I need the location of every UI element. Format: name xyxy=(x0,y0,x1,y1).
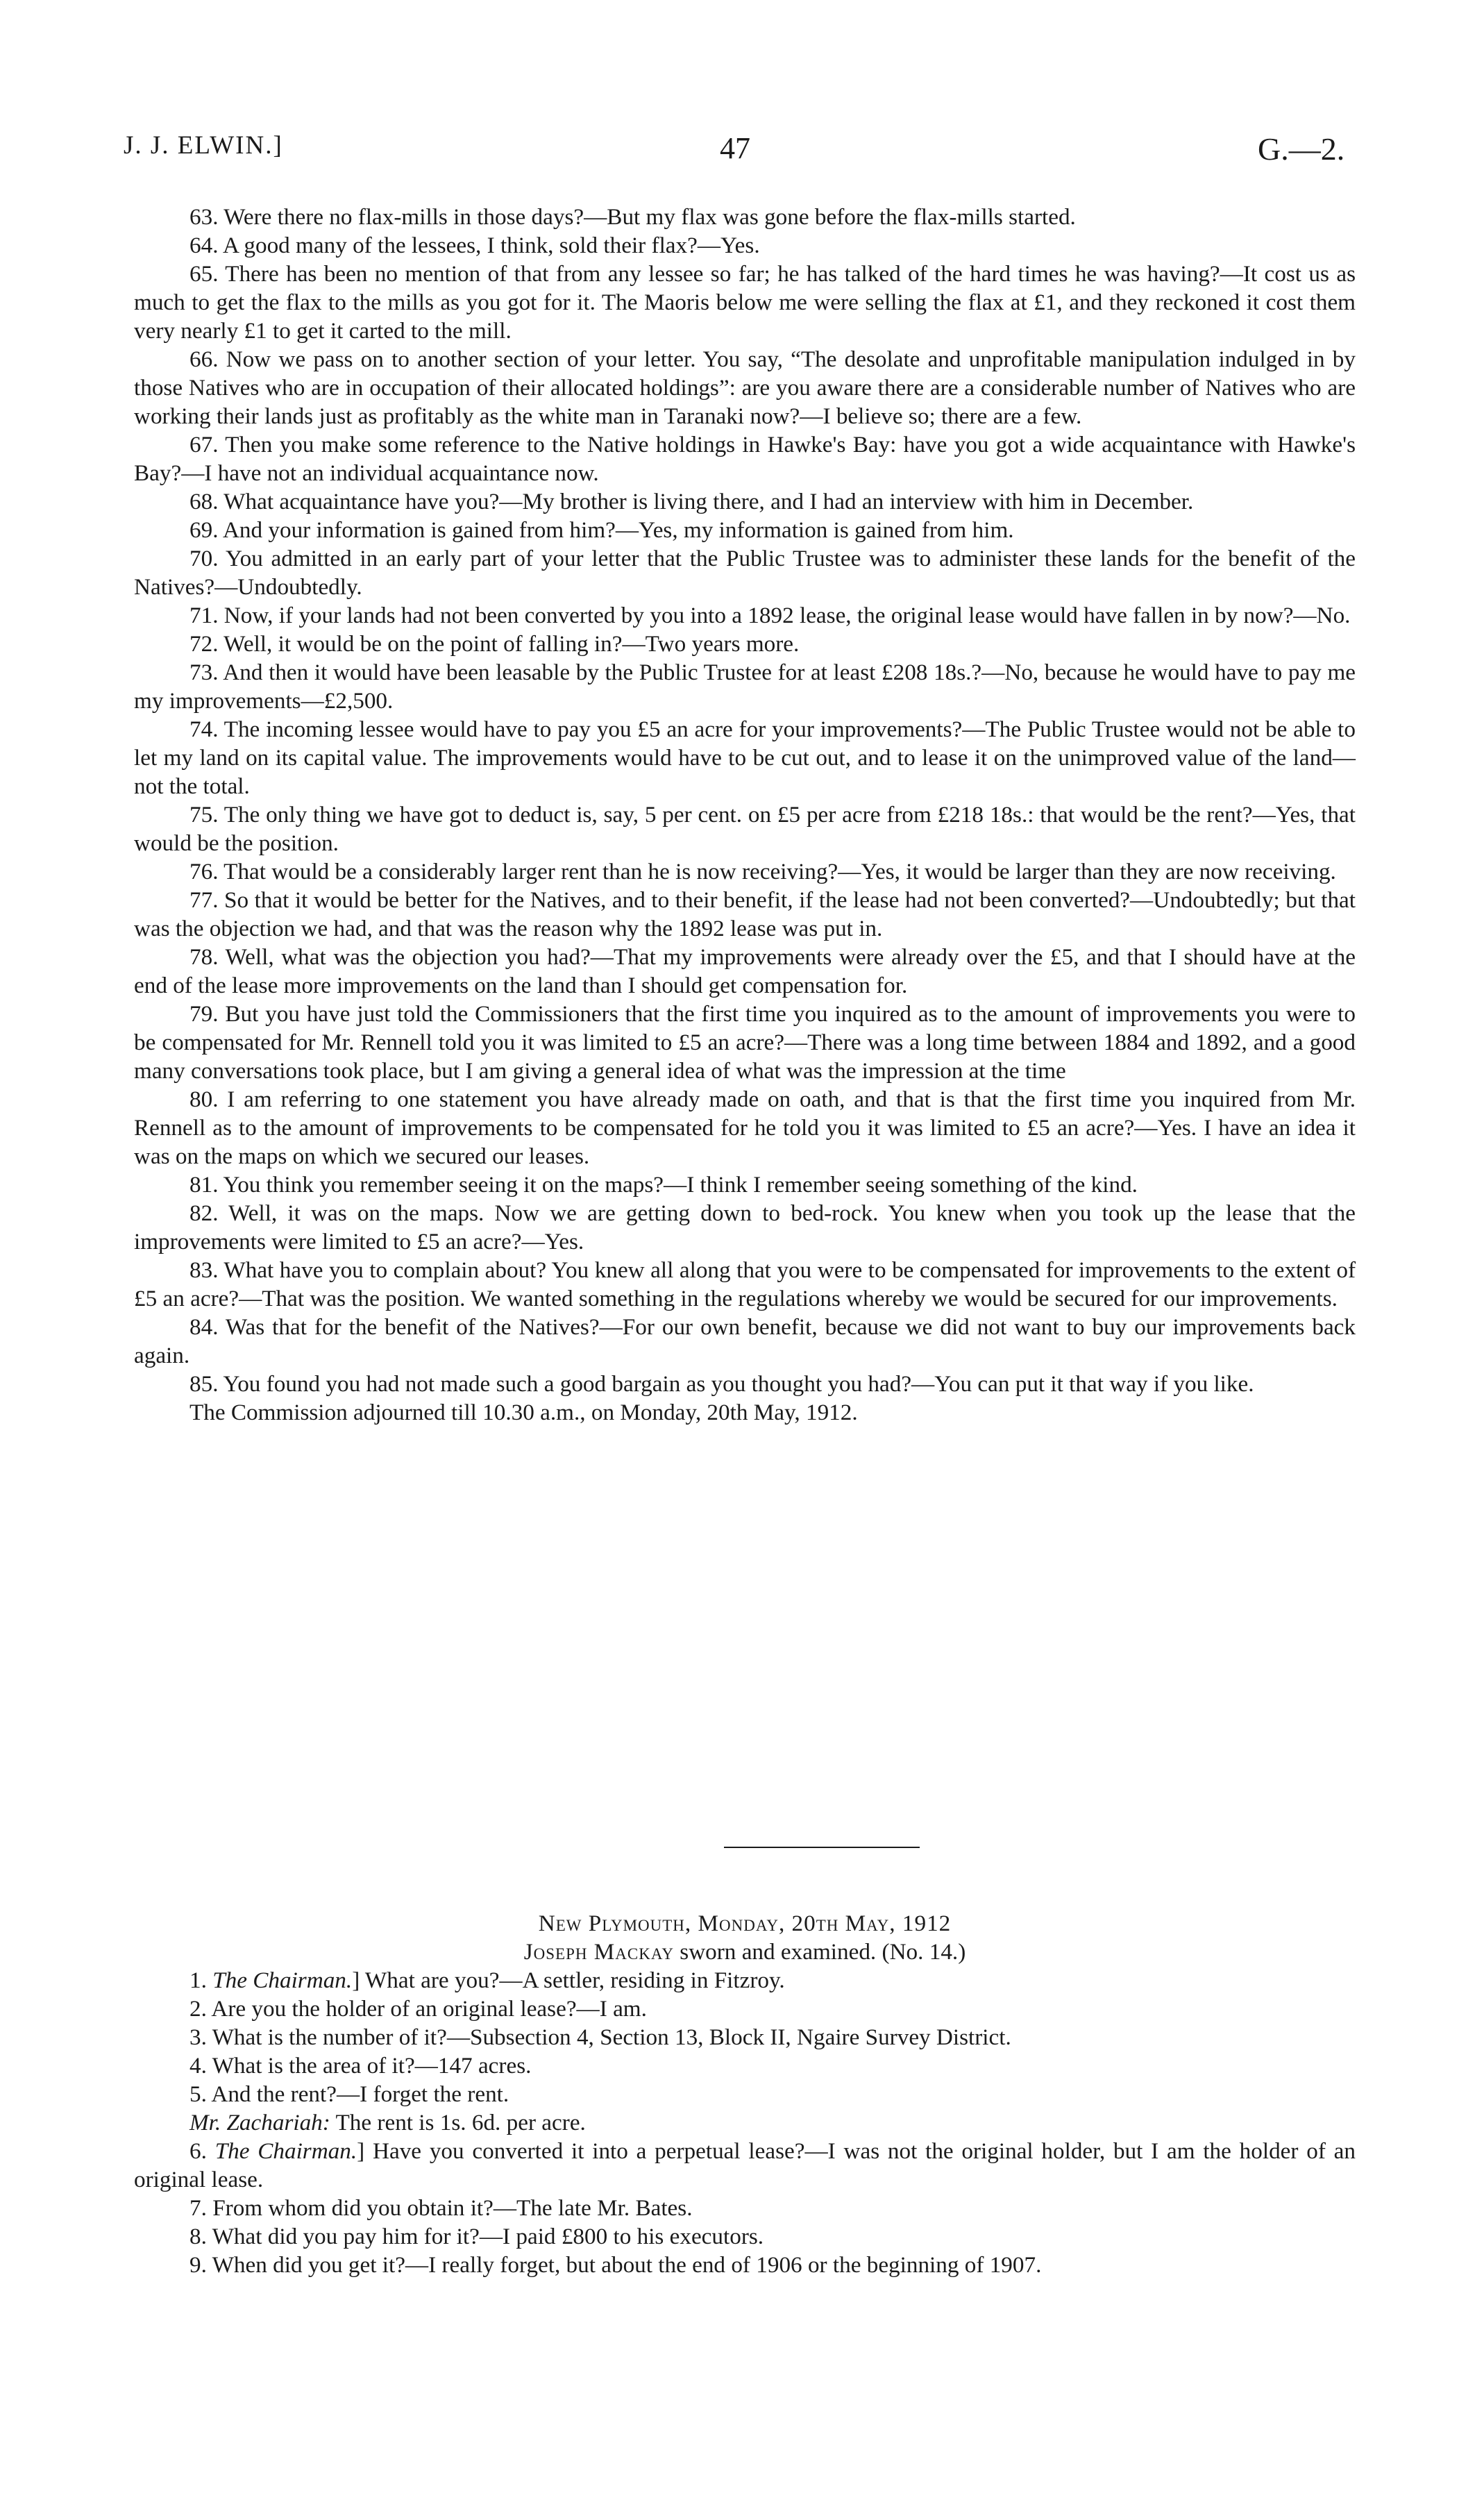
speaker-chairman: The Chairman. xyxy=(212,1967,353,1993)
paragraph-65: 65. There has been no mention of that from any lessee so far; he has talked of the hard times he was having?—It cost us as much to get the flax to the mills as you got for it. The Maoris below me were selling the flax at £1, and they reckoned it cost them very nearly £1 to get it carted to the mill. xyxy=(134,261,1356,344)
paragraph-83: 83. What have you to complain about? You knew all along that you were to be compensated for improvements to the extent of £5 an acre?—That was the position. We wanted something in the regulations whereby we would be secured for our improvements. xyxy=(134,1257,1356,1311)
evidence-body xyxy=(134,203,1356,1427)
paragraph-85: 85. You found you had not made such a good bargain as you thought you had?—You can put it that way if you like. xyxy=(189,1371,1254,1397)
question-number: 6. xyxy=(189,2138,207,2164)
paragraph-78: 78. Well, what was the objection you had?—That my improvements were already over the £5, and that I should have at the end of the lease more improvements on the land than I should get compensation for. xyxy=(134,944,1356,998)
paragraph-81: 81. You think you remember seeing it on the maps?—I think I remember seeing something of the kind. xyxy=(189,1172,1138,1198)
question-9: 9. When did you get it?—I really forget, but about the end of 1906 or the beginning of 1907. xyxy=(189,2252,1042,2278)
paragraph-64: 64. A good many of the lessees, I think, sold their flax?—Yes. xyxy=(189,233,760,258)
question-3: 3. What is the number of it?—Subsection 4, Section 13, Block II, Ngaire Survey District. xyxy=(189,2024,1011,2050)
paragraph-73: 73. And then it would have been leasable by the Public Trustee for at least £208 18s.?—No, because he would have to pay me my improvements—£2,500. xyxy=(134,660,1356,714)
question-5: 5. And the rent?—I forget the rent. xyxy=(189,2081,509,2107)
paragraph-79: 79. But you have just told the Commissioners that the first time you inquired as to the amount of improvements you were to be compensated for Mr. Rennell told you it was limited to £5 an acre?—There was a long time between 1884 and 1892, and a good many conversations took place, but I am giving a general idea of what was the impression at the time xyxy=(134,1001,1356,1084)
question-4: 4. What is the area of it?—147 acres. xyxy=(189,2053,532,2079)
paragraph-75: 75. The only thing we have got to deduct is, say, 5 per cent. on £5 per acre from £218 18s.: that would be the rent?—Yes, that would be the position. xyxy=(134,802,1356,856)
question-1 xyxy=(134,1966,1356,1995)
paragraph-77: 77. So that it would be better for the Natives, and to their benefit, if the lease had not been converted?—Undoubtedly; but that was the objection we had, and that was the reason why the 1892 lease was put in. xyxy=(134,887,1356,941)
speaker-zachariah: Mr. Zachariah: xyxy=(189,2110,330,2135)
question-2: 2. Are you the holder of an original lease?—I am. xyxy=(189,1996,647,2022)
paragraph-66: 66. Now we pass on to another section of your letter. You say, “The desolate and unprofitable manipulation indulged in by those Natives who are in occupation of their allocated holdings”: are you aware there are a considerable number of Natives who are working their lands just as profitably as the white man in Taranaki now?—I believe so; there are a few. xyxy=(134,346,1356,429)
adjournment-note: The Commission adjourned till 10.30 a.m., on Monday, 20th May, 1912. xyxy=(189,1400,858,1425)
witness-heading xyxy=(134,1938,1356,1966)
section-divider xyxy=(724,1847,920,1848)
witness-status: sworn and examined. (No. 14.) xyxy=(673,1939,966,1965)
dateline: New Plymouth, Monday, 20th May, 1912 xyxy=(538,1911,952,1936)
question-text: ] Have you converted it into a perpetual lease?—I was not the original holder, but I am the holder of an original lease. xyxy=(134,2138,1356,2192)
question-6 xyxy=(134,2137,1356,2194)
page-number: 47 xyxy=(720,131,750,165)
paragraph-84: 84. Was that for the benefit of the Natives?—For our own benefit, because we did not want to buy our improvements back again. xyxy=(134,1314,1356,1368)
paragraph-67: 67. Then you make some reference to the Native holdings in Hawke's Bay: have you got a wide acquaintance with Hawke's Bay?—I have not an individual acquaintance now. xyxy=(134,432,1356,486)
question-8: 8. What did you pay him for it?—I paid £800 to his executors. xyxy=(189,2224,764,2249)
question-text: ] What are you?—A settler, residing in Fitzroy. xyxy=(352,1967,785,1993)
paragraph-82: 82. Well, it was on the maps. Now we are getting down to bed-rock. You knew when you took up the lease that the improvements were limited to £5 an acre?—Yes. xyxy=(134,1200,1356,1254)
paragraph-63: 63. Were there no flax-mills in those days?—But my flax was gone before the flax-mills started. xyxy=(189,204,1076,230)
paragraph-71: 71. Now, if your lands had not been converted by you into a 1892 lease, the original lease would have fallen in by now?—No. xyxy=(189,603,1351,628)
paragraph-74: 74. The incoming lessee would have to pay you £5 an acre for your improvements?—The Public Trustee would not be able to let my land on its capital value. The improvements would have to be cut out, and to lease it on the unimproved value of the land—not the total. xyxy=(134,716,1356,799)
interjection-text: The rent is 1s. 6d. per acre. xyxy=(330,2110,586,2135)
witness-name: Joseph Mackay xyxy=(523,1939,674,1965)
paragraph-72: 72. Well, it would be on the point of falling in?—Two years more. xyxy=(189,631,800,657)
speaker-chairman: The Chairman. xyxy=(214,2138,357,2164)
running-head-left: J. J. ELWIN.] xyxy=(124,131,283,160)
paragraph-80: 80. I am referring to one statement you have already made on oath, and that is that the first time you inquired from Mr. Rennell as to the amount of improvements to be compensated for he told you it was limited to £5 an acre?—Yes. I have an idea it was on the maps on which we secured our leases. xyxy=(134,1086,1356,1169)
question-number: 1. xyxy=(189,1967,207,1993)
paragraph-69: 69. And your information is gained from him?—Yes, my information is gained from him. xyxy=(189,517,1014,543)
document-code: G.—2. xyxy=(1258,131,1345,167)
question-7: 7. From whom did you obtain it?—The late Mr. Bates. xyxy=(189,2195,693,2221)
new-witness-section xyxy=(134,1909,1356,2279)
paragraph-70: 70. You admitted in an early part of your letter that the Public Trustee was to administer these lands for the benefit of the Natives?—Undoubtedly. xyxy=(134,546,1356,600)
interjection-zachariah xyxy=(134,2108,1356,2137)
paragraph-68: 68. What acquaintance have you?—My brother is living there, and I had an interview with him in December. xyxy=(189,489,1194,514)
paragraph-76: 76. That would be a considerably larger rent than he is now receiving?—Yes, it would be larger than they are now receiving. xyxy=(189,859,1336,884)
